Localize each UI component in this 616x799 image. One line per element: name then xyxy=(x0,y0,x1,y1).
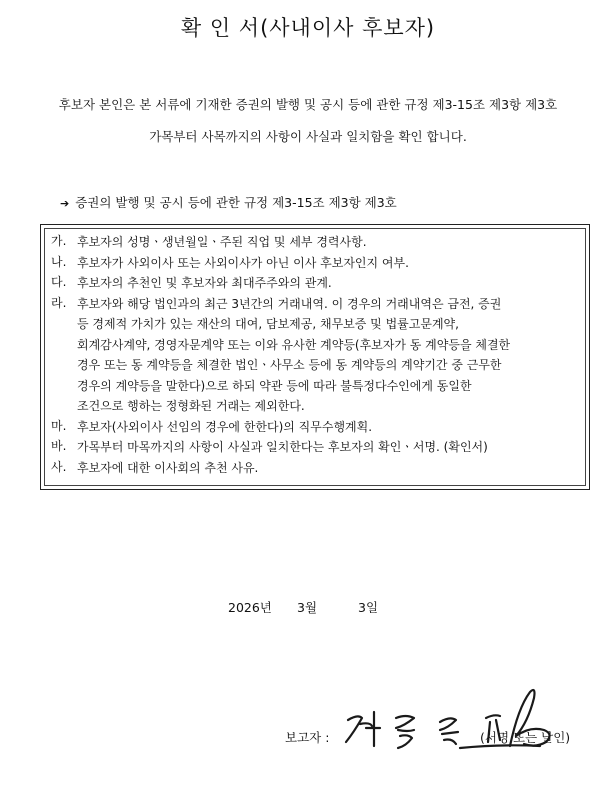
item-text: 후보자(사외이사 선임의 경우에 한한다)의 직무수행계획. xyxy=(77,419,373,434)
list-item xyxy=(51,294,576,417)
intro-line-1: 후보자 본인은 본 서류에 기재한 증권의 발행 및 공시 등에 관한 규정 제3-15조 제3항 제3호 xyxy=(58,97,558,112)
list-item xyxy=(51,232,576,253)
date-day: 3일 xyxy=(358,600,379,615)
item-text: 등 경제적 가치가 있는 재산의 대여, 담보제공, 채무보증 및 법률고문계약, xyxy=(77,317,459,331)
list-item xyxy=(51,458,576,479)
date-month: 3월 xyxy=(297,600,318,615)
regulation-reference xyxy=(60,193,397,211)
items-box xyxy=(40,224,590,490)
item-text: 경우 또는 동 계약등을 체결한 법인ㆍ사무소 등에 동 계약등의 계약기간 중 근무한 xyxy=(77,358,502,372)
item-text: 후보자와 해당 법인과의 최근 3년간의 거래내역. 이 경우의 거래내역은 금전, 증권 xyxy=(77,296,502,311)
list-item xyxy=(51,253,576,274)
list-item xyxy=(51,273,576,294)
item-text: 후보자의 추천인 및 후보자와 최대주주와의 관계. xyxy=(77,276,332,290)
item-text: 경우의 계약등을 말한다)으로 하되 약관 등에 따라 불특정다수인에게 동일한 xyxy=(77,378,472,393)
intro-line-2: 가목부터 사목까지의 사항이 사실과 일치함을 확인 합니다. xyxy=(149,129,467,144)
item-marker: 사. xyxy=(51,459,67,474)
item-marker: 마. xyxy=(51,418,67,433)
item-marker: 라. xyxy=(51,295,67,310)
document-title: 확 인 서(사내이사 후보자) xyxy=(180,16,436,40)
item-text: 가목부터 마목까지의 사항이 사실과 일치한다는 후보자의 확인ㆍ서명. (확인서) xyxy=(77,440,488,454)
signature-note: (서명 또는 날인) xyxy=(480,730,571,745)
item-text: 후보자의 성명ㆍ생년월일ㆍ주된 직업 및 세부 경력사항. xyxy=(77,235,367,249)
list-item xyxy=(51,417,576,438)
item-text: 회계감사계약, 경영자문계약 또는 이와 유사한 계약등(후보자가 동 계약등을 체결한 xyxy=(77,337,511,352)
reporter-label: 보고자 : xyxy=(285,730,330,745)
item-marker: 바. xyxy=(51,439,67,453)
right-arrow-icon: ➔ xyxy=(60,197,70,210)
items-list xyxy=(51,232,576,478)
item-marker: 나. xyxy=(51,254,67,269)
item-marker: 가. xyxy=(51,234,67,248)
date-year: 2026년 xyxy=(228,600,272,615)
item-marker: 다. xyxy=(51,275,67,289)
regulation-reference-text: 증권의 발행 및 공시 등에 관한 규정 제3-15조 제3항 제3호 xyxy=(75,195,397,210)
item-text: 후보자에 대한 이사회의 추천 사유. xyxy=(77,460,259,475)
item-text: 조건으로 행하는 정형화된 거래는 제외한다. xyxy=(77,399,305,413)
list-item xyxy=(51,437,576,458)
item-text: 후보자가 사외이사 또는 사외이사가 아닌 이사 후보자인지 여부. xyxy=(77,255,409,270)
handwritten-signature xyxy=(340,688,560,758)
